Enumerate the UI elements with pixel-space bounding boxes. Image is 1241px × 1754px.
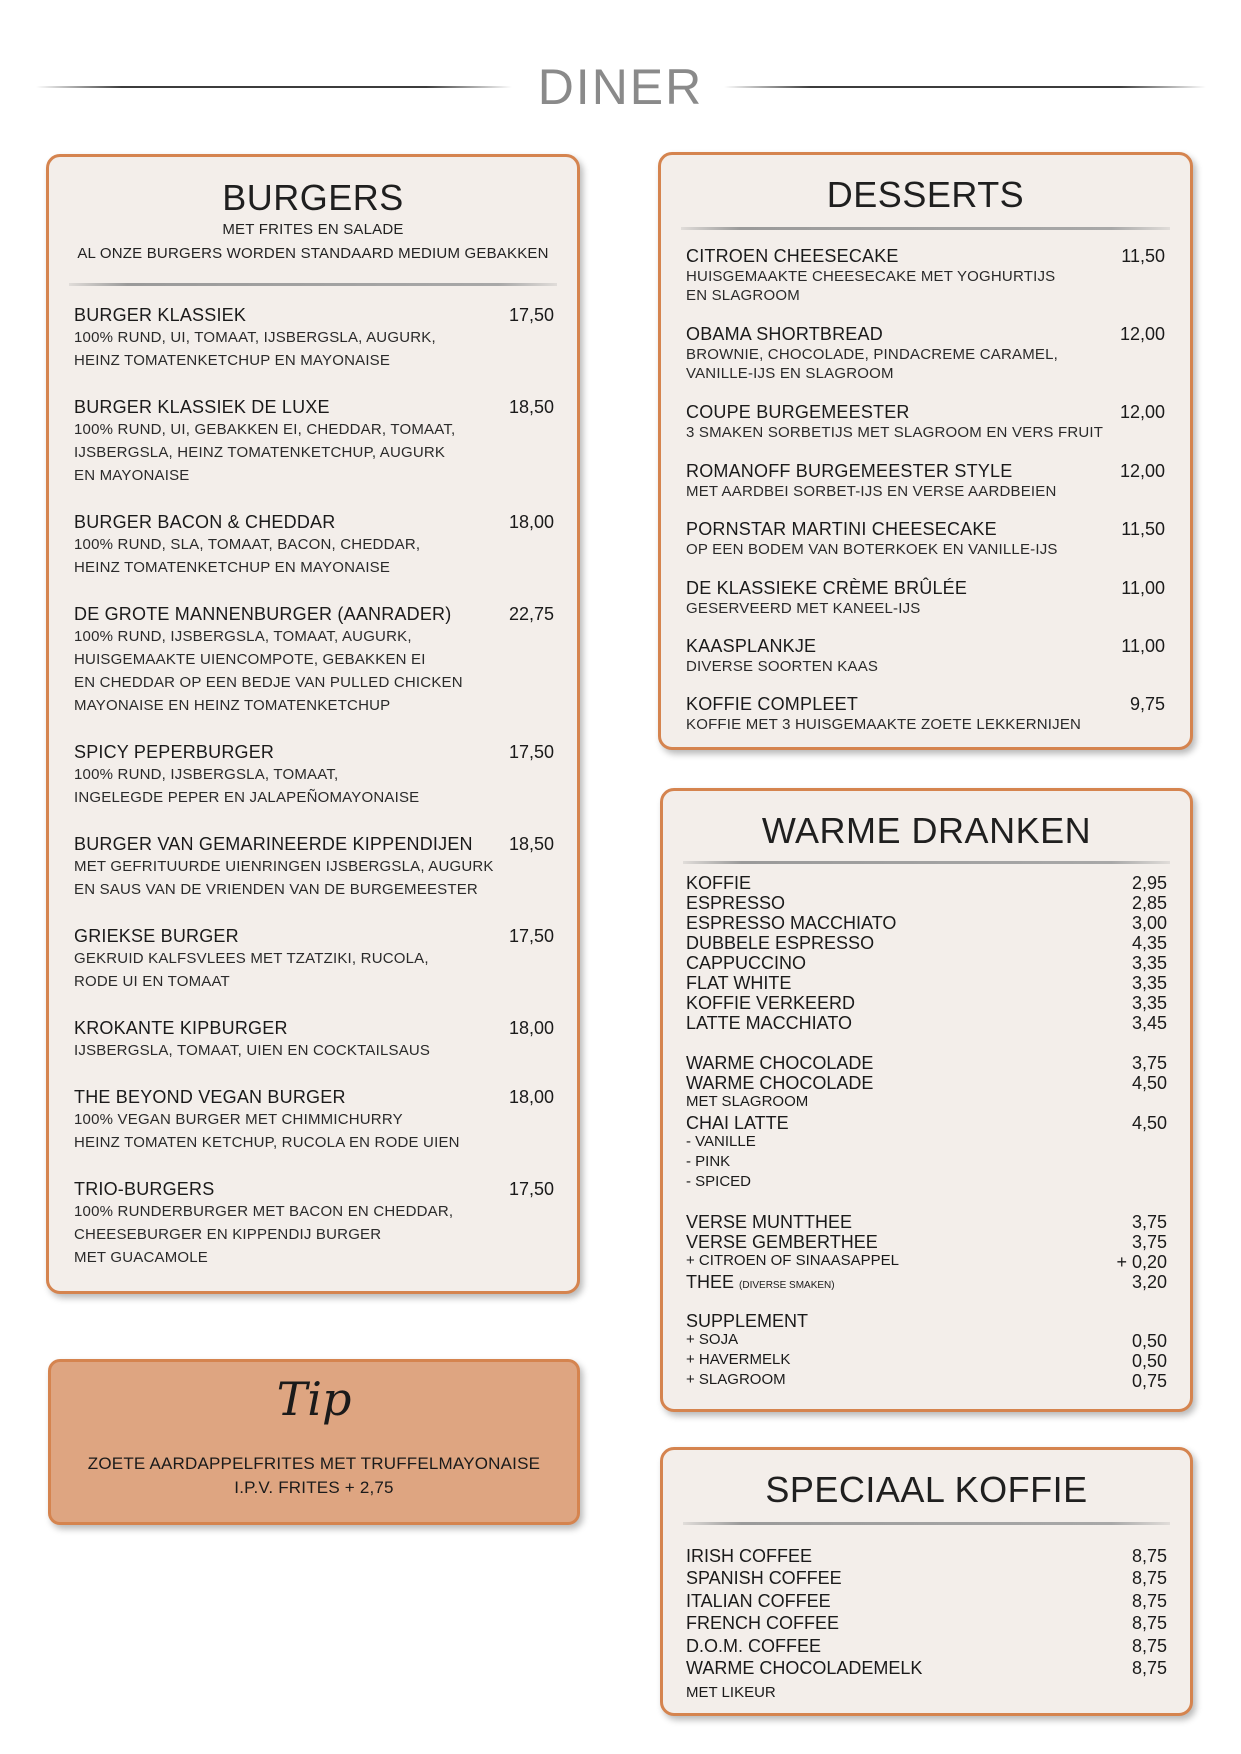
item-name: CAPPUCCINO [686,953,807,973]
item-price: 3,75 [1131,1232,1167,1252]
item-name: KOFFIE COMPLEET [686,694,859,714]
item-description: 100% RUND, IJSBERGSLA, TOMAAT, AUGURK, [74,628,412,645]
item-description: CHEESEBURGER EN KIPPENDIJ BURGER [74,1226,382,1243]
item-name: KAASPLANKJE [686,636,817,656]
item-price: 3,35 [1131,993,1167,1013]
menu-item [74,834,554,901]
item-name: BURGER KLASSIEK [74,305,247,325]
menu-item [686,519,1165,559]
menu-row [686,1272,1167,1292]
section-divider [683,861,1170,864]
item-name: KROKANTE KIPBURGER [74,1018,288,1038]
item-price: 11,50 [1121,246,1165,266]
item-name: COUPE BURGEMEESTER [686,402,910,422]
item-name: + HAVERMELK [686,1351,791,1368]
page-header [0,52,1241,122]
item-price: 17,50 [508,1179,554,1199]
menu-row [686,1636,1167,1656]
item-description: EN MAYONAISE [74,467,190,484]
menu-row [686,993,1167,1013]
item-option: - SPICED [686,1173,752,1190]
menu-row [686,1684,1167,1704]
section-title: WARME DRANKEN [761,810,1092,851]
warm-drinks-section [660,788,1193,1412]
item-price: 4,50 [1131,1113,1167,1133]
item-name: + SOJA [686,1331,739,1348]
item-price: 8,75 [1131,1636,1167,1656]
item-name: CHAI LATTE [686,1113,789,1133]
menu-row [686,1232,1167,1252]
item-description: MET GEFRITUURDE UIENRINGEN IJSBERGSLA, AUGURK [74,858,494,875]
item-name: SPANISH COFFEE [686,1568,842,1588]
item-description: EN CHEDDAR OP EEN BEDJE VAN PULLED CHICKEN [74,674,463,691]
menu-row [686,893,1167,913]
menu-row [686,1153,1167,1173]
item-description: HUISGEMAAKTE UIENCOMPOTE, GEBAKKEN EI [74,651,426,668]
item-name: PORNSTAR MARTINI CHEESECAKE [686,519,997,539]
item-description: IJSBERGSLA, TOMAAT, UIEN EN COCKTAILSAUS [74,1042,431,1059]
header-rule-right [724,86,1206,88]
item-name: ROMANOFF BURGEMEESTER STYLE [686,461,1013,481]
item-name-text: THEE [686,1272,735,1292]
menu-item [74,305,554,372]
item-description: KOFFIE MET 3 HUISGEMAAKTE ZOETE LEKKERNIJEN [686,716,1082,733]
item-note: MET LIKEUR [686,1684,776,1701]
item-option: - PINK [686,1153,731,1170]
item-price: 18,00 [508,512,554,532]
item-price: 18,50 [508,834,554,854]
item-price: 3,35 [1131,953,1167,973]
item-name: WARME CHOCOLADEMELK [686,1658,923,1678]
item-name: DE KLASSIEKE CRÈME BRÛLÉE [686,578,968,598]
item-option: - VANILLE [686,1133,756,1150]
item-name: D.O.M. COFFEE [686,1636,821,1656]
item-description: RODE UI EN TOMAAT [74,973,230,990]
item-price: 18,00 [508,1018,554,1038]
item-description: HEINZ TOMATENKETCHUP EN MAYONAISE [74,559,391,576]
item-description: 100% RUNDERBURGER MET BACON EN CHEDDAR, [74,1203,454,1220]
menu-row [686,1212,1167,1232]
desserts-section [658,152,1193,750]
section-subtitle: AL ONZE BURGERS WORDEN STANDAARD MEDIUM GEBAKKEN [77,245,549,262]
item-name: THE BEYOND VEGAN BURGER [74,1087,346,1107]
menu-row [686,1053,1167,1073]
menu-row [686,1113,1167,1133]
item-price: 8,75 [1131,1546,1167,1566]
menu-row [686,1331,1167,1351]
item-description: 3 SMAKEN SORBETIJS MET SLAGROOM EN VERS FRUIT [686,424,1104,441]
item-description: GEKRUID KALFSVLEES MET TZATZIKI, RUCOLA, [74,950,429,967]
menu-item [74,1087,554,1154]
item-price: 11,00 [1121,636,1165,656]
item-name: VERSE GEMBERTHEE [686,1232,878,1252]
menu-row [686,1613,1167,1633]
menu-row [686,1252,1167,1272]
item-name: DE GROTE MANNENBURGER (AANRADER) [74,604,452,624]
menu-row [686,953,1167,973]
item-description: BROWNIE, CHOCOLADE, PINDACREME CARAMEL, [686,346,1059,363]
menu-item [74,1179,554,1269]
item-description: VANILLE-IJS EN SLAGROOM [686,365,894,382]
menu-item [74,742,554,809]
item-price: 12,00 [1119,324,1165,344]
menu-row [686,1173,1167,1193]
item-description: MET AARDBEI SORBET-IJS EN VERSE AARDBEIEN [686,483,1057,500]
item-price: 9,75 [1129,694,1165,714]
item-price: 17,50 [508,305,554,325]
item-price: 0,50 [1131,1331,1167,1351]
menu-item [686,402,1165,442]
menu-row [686,1311,1167,1331]
item-note: MET SLAGROOM [686,1093,809,1110]
menu-row [686,1546,1167,1566]
menu-row [686,1073,1167,1093]
item-description: 100% RUND, UI, TOMAAT, IJSBERGSLA, AUGURK, [74,329,436,346]
item-description: HEINZ TOMATEN KETCHUP, RUCOLA EN RODE UIEN [74,1134,460,1151]
section-divider [681,227,1170,230]
item-description: 100% RUND, IJSBERGSLA, TOMAAT, [74,766,339,783]
item-name: BURGER KLASSIEK DE LUXE [74,397,330,417]
item-name: BURGER VAN GEMARINEERDE KIPPENDIJEN [74,834,473,854]
item-price: 2,95 [1131,873,1167,893]
item-description: 100% VEGAN BURGER MET CHIMMICHURRY [74,1111,403,1128]
item-price: 3,75 [1131,1212,1167,1232]
tip-text: ZOETE AARDAPPELFRITES MET TRUFFELMAYONAISE [87,1454,541,1473]
item-description: MET GUACAMOLE [74,1249,209,1266]
item-name: TRIO-BURGERS [74,1179,215,1199]
menu-item [74,604,554,717]
item-price: 17,50 [508,742,554,762]
item-price: 8,75 [1131,1613,1167,1633]
item-name: KOFFIE [686,873,752,893]
item-name: LATTE MACCHIATO [686,1013,853,1033]
menu-row [686,1093,1167,1113]
item-name: IRISH COFFEE [686,1546,813,1566]
item-price: 3,35 [1131,973,1167,993]
item-price: 8,75 [1131,1568,1167,1588]
item-name: VERSE MUNTTHEE [686,1212,853,1232]
item-name: GRIEKSE BURGER [74,926,239,946]
item-description: IJSBERGSLA, HEINZ TOMATENKETCHUP, AUGURK [74,444,446,461]
section-subtitle: MET FRITES EN SALADE [222,221,404,238]
item-price: 4,50 [1131,1073,1167,1093]
item-name: FLAT WHITE [686,973,792,993]
item-name: OBAMA SHORTBREAD [686,324,883,344]
menu-item [686,246,1165,305]
item-price: 12,00 [1119,461,1165,481]
page-title: DINER [537,59,704,115]
menu-item [74,1018,554,1062]
item-price: 3,45 [1131,1013,1167,1033]
tip-heading: Tip [276,1372,352,1426]
item-price: 8,75 [1131,1658,1167,1678]
item-price: 3,75 [1131,1053,1167,1073]
item-name: SPICY PEPERBURGER [74,742,275,762]
item-price: 22,75 [508,604,554,624]
item-name: KOFFIE VERKEERD [686,993,856,1013]
item-price: 18,50 [508,397,554,417]
special-coffee-section [660,1447,1193,1716]
item-name [686,1272,835,1293]
item-price: 4,35 [1131,933,1167,953]
item-name: + SLAGROOM [686,1371,786,1388]
item-name: + CITROEN OF SINAASAPPEL [686,1252,899,1269]
tip-box [48,1359,580,1525]
section-title: BURGERS [222,177,404,218]
item-name: ESPRESSO MACCHIATO [686,913,897,933]
menu-row [686,1658,1167,1678]
item-note: (DIVERSE SMAKEN) [739,1280,835,1291]
item-price: 2,85 [1131,893,1167,913]
supplement-title: SUPPLEMENT [686,1311,809,1331]
item-description: 100% RUND, SLA, TOMAAT, BACON, CHEDDAR, [74,536,421,553]
menu-item [686,694,1165,734]
menu-item [686,636,1165,676]
menu-item [686,324,1165,383]
menu-row [686,873,1167,893]
item-description: INGELEGDE PEPER EN JALAPEÑOMAYONAISE [74,789,420,806]
item-description: HEINZ TOMATENKETCHUP EN MAYONAISE [74,352,391,369]
item-description: OP EEN BODEM VAN BOTERKOEK EN VANILLE-IJS [686,541,1058,558]
menu-item [74,926,554,993]
menu-row [686,1351,1167,1371]
menu-row [686,913,1167,933]
item-name: ESPRESSO [686,893,786,913]
item-price: 0,50 [1131,1351,1167,1371]
item-description: EN SLAGROOM [686,287,800,304]
item-description: 100% RUND, UI, GEBAKKEN EI, CHEDDAR, TOMAAT, [74,421,456,438]
item-description: GESERVEERD MET KANEEL-IJS [686,600,921,617]
item-price: 18,00 [508,1087,554,1107]
item-name: ITALIAN COFFEE [686,1591,831,1611]
menu-row [686,1371,1167,1391]
item-description: MAYONAISE EN HEINZ TOMATENKETCHUP [74,697,391,714]
item-description: EN SAUS VAN DE VRIENDEN VAN DE BURGEMEESTER [74,881,478,898]
menu-row [686,933,1167,953]
burgers-section [46,154,580,1294]
item-description: DIVERSE SOORTEN KAAS [686,658,879,675]
menu-item [686,578,1165,618]
menu-row [686,1591,1167,1611]
section-title: SPECIAAL KOFFIE [765,1469,1088,1510]
item-price: 17,50 [508,926,554,946]
item-price: 0,75 [1131,1371,1167,1391]
section-title: DESSERTS [826,174,1025,215]
menu-row [686,1013,1167,1033]
menu-row [686,1133,1167,1153]
item-name: BURGER BACON & CHEDDAR [74,512,336,532]
item-price: + 0,20 [1116,1252,1167,1272]
menu-item [74,397,554,487]
menu-item [686,461,1165,501]
item-price: 3,00 [1131,913,1167,933]
section-divider [69,283,557,286]
item-price: 8,75 [1131,1591,1167,1611]
menu-item [74,512,554,579]
item-name: FRENCH COFFEE [686,1613,839,1633]
tip-text: I.P.V. FRITES + 2,75 [234,1478,394,1497]
item-price: 11,50 [1121,519,1165,539]
menu-row [686,1568,1167,1588]
item-price: 12,00 [1119,402,1165,422]
item-price: 3,20 [1131,1272,1167,1292]
item-price: 11,00 [1121,578,1165,598]
item-name: WARME CHOCOLADE [686,1053,874,1073]
section-divider [683,1522,1170,1525]
item-name: DUBBELE ESPRESSO [686,933,875,953]
menu-row [686,973,1167,993]
item-name: CITROEN CHEESECAKE [686,246,899,266]
item-name: WARME CHOCOLADE [686,1073,874,1093]
item-description: HUISGEMAAKTE CHEESECAKE MET YOGHURTIJS [686,268,1056,285]
